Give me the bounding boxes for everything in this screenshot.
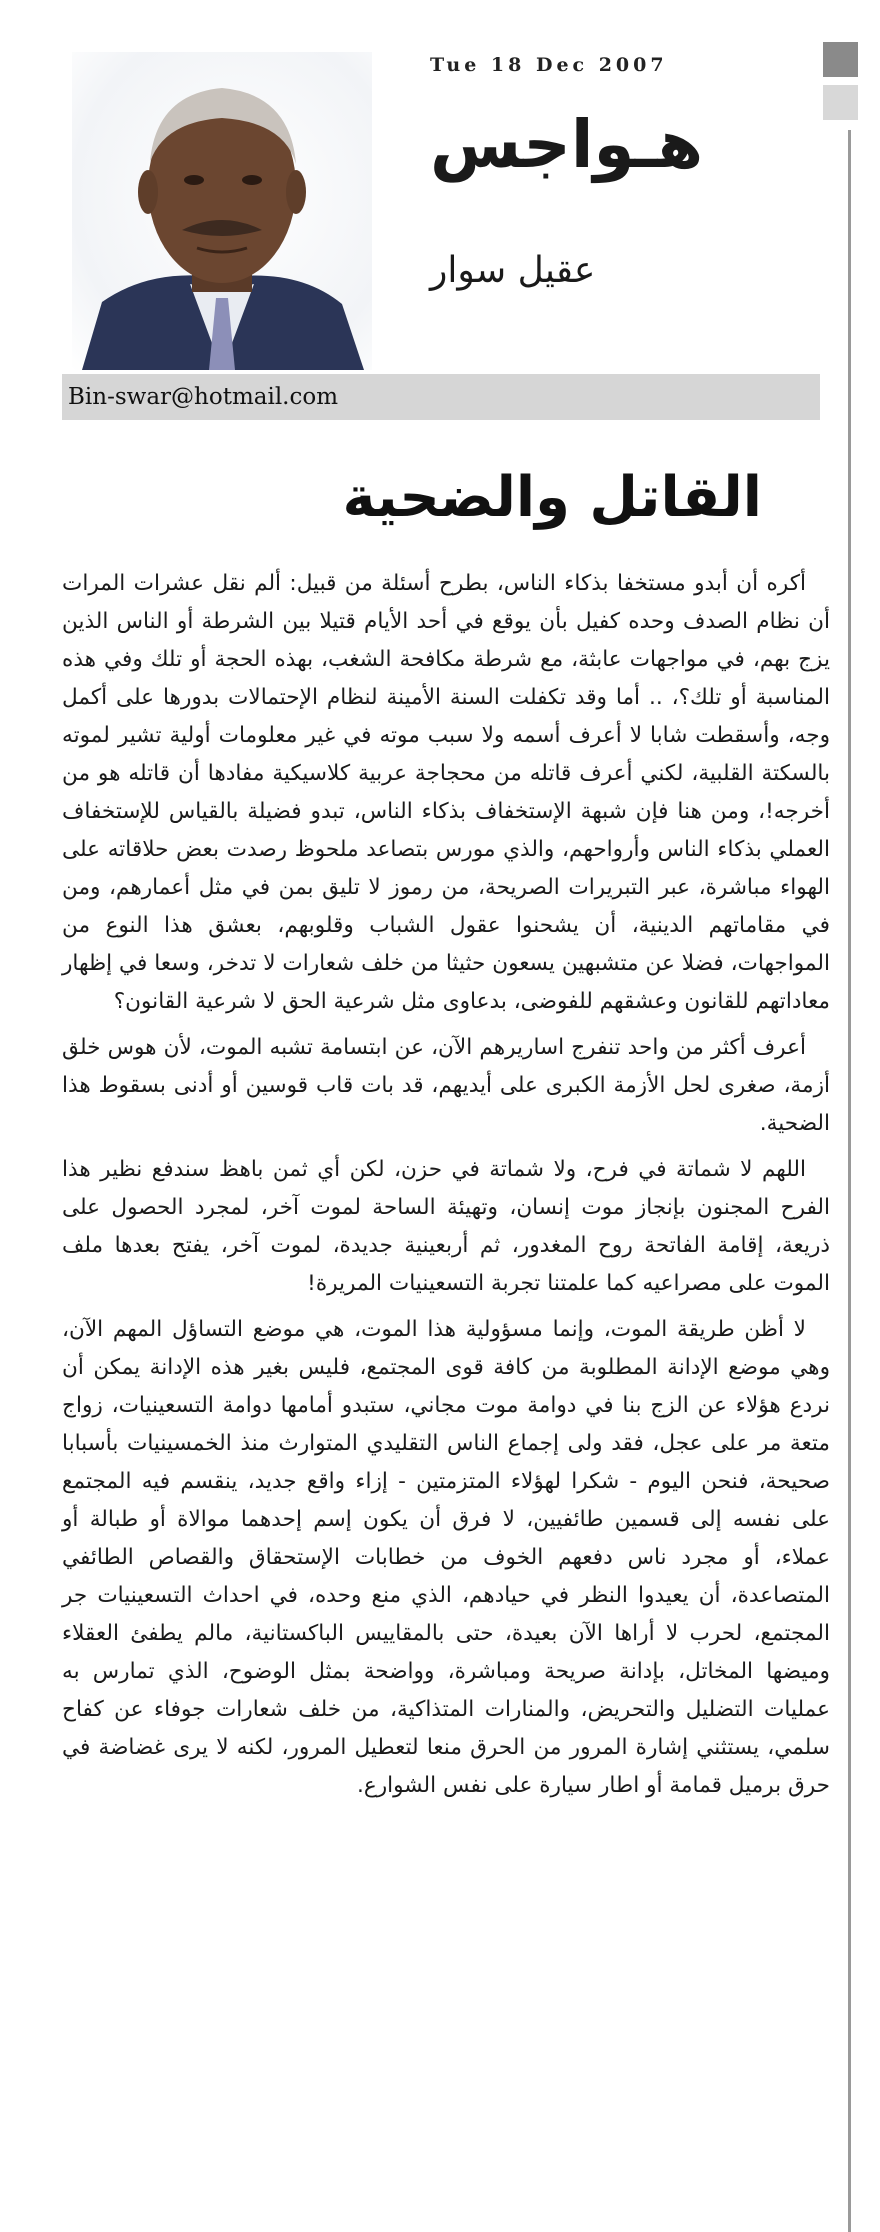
corner-marker-light [823, 85, 858, 120]
article-headline: القاتل والضحية [342, 465, 762, 530]
article-paragraph: أكره أن أبدو مستخفا بذكاء الناس، بطرح أسئلة من قبيل: ألم نقل عشرات المرات أن نظام الصدف وحده كفيل بأن يوقع في أحد الأيام قتيلا بين الشرطة أو الناس الذين يزج بهم، في مواجهات عابثة، مع شرطة مكافحة الشغب، بهذه الحجة أو تلك وفي هذه المناسبة أو تلك؟، .. أما وقد تكفلت السنة الأمينة لنظام الإحتمالات بدورها على أكمل وجه، وأسقطت شابا لا أعرف أسمه ولا سبب موته في غير معلومات أولية تشير لموته بالسكتة القلبية، لكني أعرف قاتله من محجاجة عربية كلاسيكية مفادها أن قاتله هو من أخرجه!، ومن هنا فإن شبهة الإستخفاف بذكاء الناس، تبدو فضيلة بالقياس للإستخفاف العملي بذكاء الناس وأرواحهم، والذي مورس بتصاعد ملحوظ رصدت بعض حلاقاته على الهواء مباشرة، عبر التبريرات الصريحة، من رموز لا تليق بمن في مثل أعمارهم، ومن في مقاماتهم الدينية، أن يشحنوا عقول الشباب وقلوبهم، بعشق هذا النوع من المواجهات، فضلا عن متشبهين يسعون حثيثا من خلف شعارات لا تدخر، وسعا في إظهار معاداتهم للقانون وعشقهم للفوضى، بدعاوى مثل شرعية الحق لا شرعية القانون؟ [62, 571, 830, 1014]
article-paragraph: أعرف أكثر من واحد تنفرج اساريرهم الآن، عن ابتسامة تشبه الموت، لأن هوس خلق أزمة، صغرى لحل الأزمة الكبرى على أيديهم، قد بات قاب قوسين أو أدنى بسقوط هذا الضحية. [62, 1035, 830, 1136]
issue-date: Tue 18 Dec 2007 [430, 54, 668, 76]
author-portrait-image [72, 52, 372, 370]
corner-marker-dark [823, 42, 858, 77]
author-email[interactable]: Bin-swar@hotmail.com [68, 384, 339, 410]
email-bar [62, 374, 820, 420]
article-paragraph: لا أظن طريقة الموت، وإنما مسؤولية هذا الموت، هي موضع التساؤل المهم الآن، وهي موضع الإدانة المطلوبة من كافة قوى المجتمع، فليس بغير هذه الإدانة يمكن أن نردع هؤلاء عن الزج بنا في دوامة موت مجاني، ستبدو أمامها دوامة التسعينيات، زواج متعة مر على عجل، فقد ولى إجماع الناس التقليدي المتوارث منذ الخمسينيات بأسبابا صحيحة، فنحن اليوم - شكرا لهؤلاء المتزمتين - إزاء واقع جديد، ينقسم فيه المجتمع على نفسه إلى قسمين طائفيين، لا فرق أن يكون إسم إحدهما موالاة أو طبالة أو عملاء، أو مجرد ناس دفعهم الخوف من خطابات الإستحقاق والقصاص الطائفي المتصاعدة، أن يعيدوا النظر في حيادهم، الذي منع وحده، في احداث التسعينيات جر المجتمع، لحرب لا أراها الآن بعيدة، حتى بالمقاييس الباكستانية، مالم يطفئ العقلاء وميضها المخاتل، بإدانة صريحة ومباشرة، وواضحة بمثل الوضوح، الذي تمارس به عمليات التضليل والتحريض، والمنارات المتذاكية، من خلف شعارات جوفاء عن كفاح سلمي، يستثني إشارة المرور من الحرق منعا لتعطيل المرور، لكنه لا يرى غضاضة في حرق برميل قمامة أو اطار سيارة على نفس الشوارع. [62, 1317, 830, 1798]
author-name: عقيل سوار [430, 250, 596, 291]
vertical-rule [848, 130, 851, 2232]
article-body [62, 565, 830, 1813]
column-title: هـواجس [430, 106, 704, 183]
article-paragraph: اللهم لا شماتة في فرح، ولا شماتة في حزن، لكن أي ثمن باهظ سندفع نظير هذا الفرح المجنون بإنجاز موت إنسان، وتهيئة الساحة لموت آخر، لمجرد الحصول على ذريعة، إقامة الفاتحة روح المغدور، ثم أربعينية جديدة، لموت آخر، يفتح بعدها ملف الموت على مصراعيه كما علمتنا تجربة التسعينيات المريرة! [62, 1157, 830, 1296]
author-photo [72, 52, 372, 370]
